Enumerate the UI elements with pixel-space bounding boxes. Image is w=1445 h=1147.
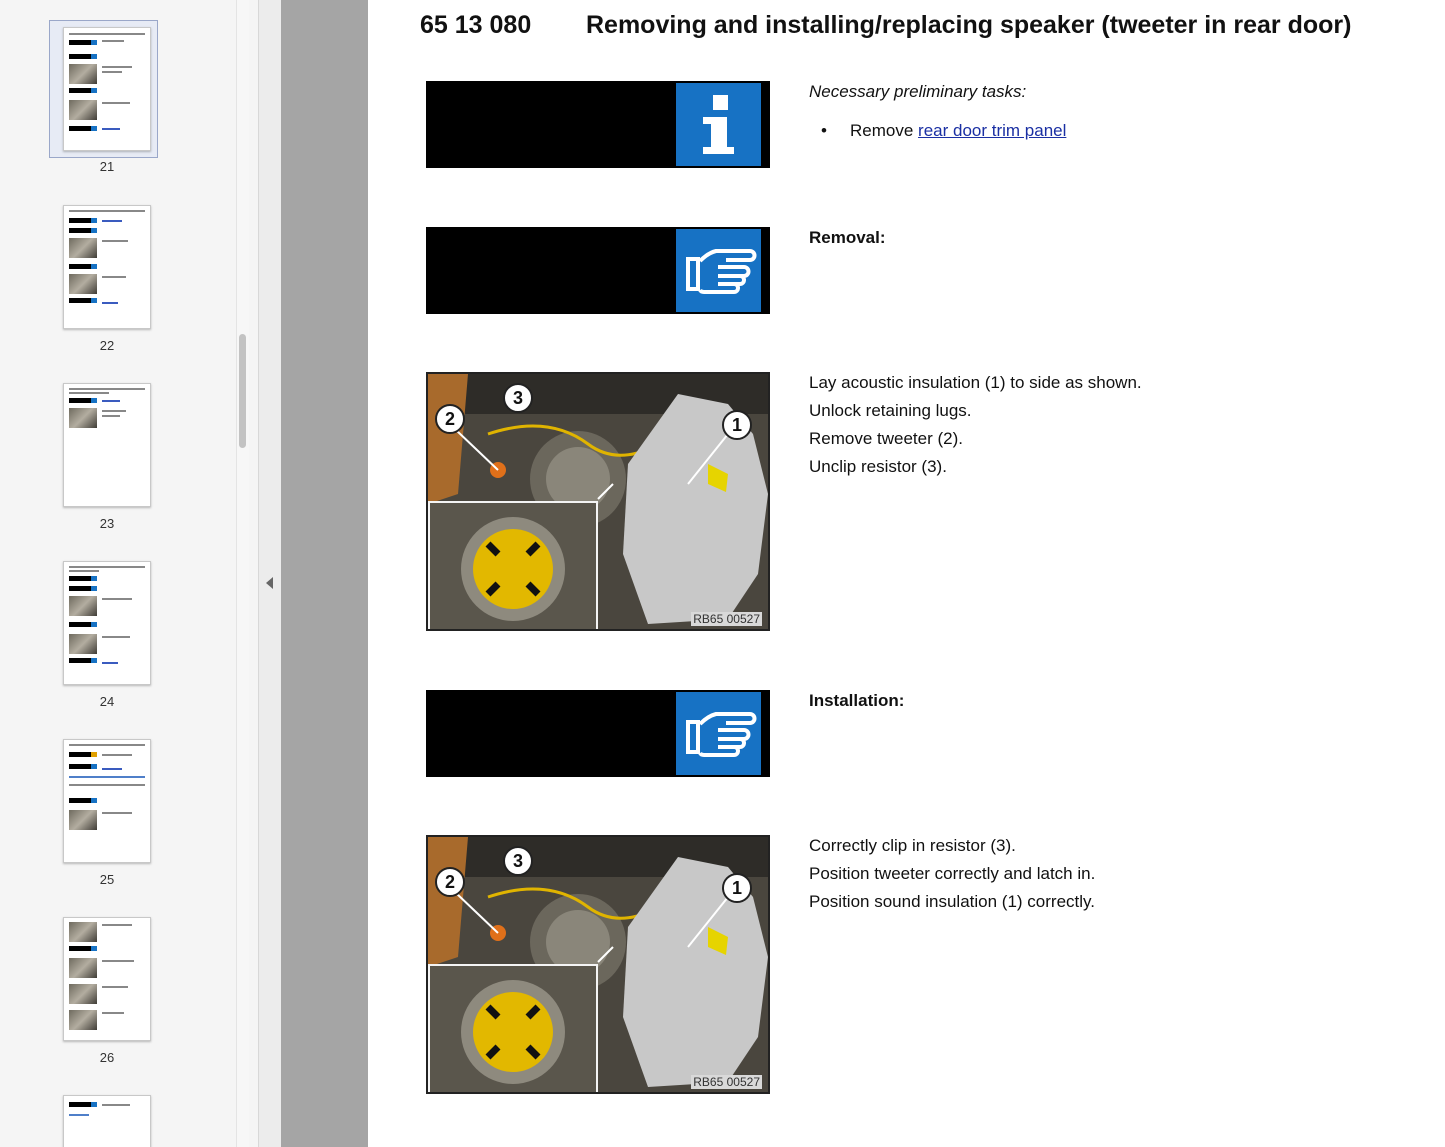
thumbnail-page-number: 23 (99, 516, 115, 531)
thumbnail-page-number: 21 (99, 159, 115, 174)
callout-3: 3 (503, 383, 533, 413)
installation-heading: Installation: (809, 691, 905, 710)
removal-step-2: Unlock retaining lugs. (809, 401, 972, 420)
sidebar-scrollbar-track[interactable] (236, 0, 249, 1147)
sidebar-scrollbar-thumb[interactable] (239, 334, 246, 448)
rear-door-trim-panel-link[interactable]: rear door trim panel (918, 121, 1067, 140)
info-icon (676, 83, 761, 166)
callout-1: 1 (722, 873, 752, 903)
pointing-hand-icon (676, 229, 761, 312)
document-number: 65 13 080 (420, 11, 532, 39)
page-gutter (281, 0, 368, 1147)
installation-banner (426, 690, 770, 777)
thumbnail-image (63, 561, 151, 685)
removal-heading: Removal: (809, 228, 886, 247)
callout-3: 3 (503, 846, 533, 876)
thumbnail-page-number: 25 (99, 872, 115, 887)
callout-2: 2 (435, 867, 465, 897)
callout-1: 1 (722, 410, 752, 440)
document-title: Removing and installing/replacing speaker (tweeter in rear door) (586, 11, 1352, 39)
installation-step-2: Position tweeter correctly and latch in. (809, 864, 1096, 883)
thumbnail-page-number: 24 (99, 694, 115, 709)
sidebar-collapse-handle[interactable] (259, 0, 281, 1147)
installation-step-3: Position sound insulation (1) correctly. (809, 892, 1095, 911)
thumbnail-page-24[interactable] (56, 561, 158, 709)
image-reference: RB65 00527 (693, 1075, 760, 1089)
thumbnail-page-22[interactable] (56, 205, 158, 353)
prelim-bullet: • (821, 121, 827, 140)
thumbnail-page-number: 26 (99, 1050, 115, 1065)
callout-2: 2 (435, 404, 465, 434)
image-reference: RB65 00527 (693, 612, 760, 626)
thumbnail-page-number: 22 (99, 338, 115, 353)
removal-step-1: Lay acoustic insulation (1) to side as shown. (809, 373, 1142, 392)
thumbnail-image (63, 739, 151, 863)
thumbnail-image (63, 917, 151, 1041)
collapse-sidebar-icon[interactable] (266, 577, 273, 589)
prelim-item (850, 121, 1066, 141)
thumbnail-sidebar (0, 0, 259, 1147)
thumbnail-image (63, 1095, 151, 1147)
removal-photo (426, 372, 770, 631)
prelim-heading: Necessary preliminary tasks: (809, 82, 1027, 101)
thumbnail-page-21[interactable] (56, 26, 158, 174)
thumbnail-image (63, 205, 151, 329)
thumbnail-image (63, 27, 151, 151)
removal-step-4: Unclip resistor (3). (809, 457, 947, 476)
pointing-hand-icon (676, 692, 761, 775)
installation-step-1: Correctly clip in resistor (3). (809, 836, 1016, 855)
prelim-item-prefix: Remove (850, 121, 919, 140)
installation-photo (426, 835, 770, 1094)
thumbnail-page-27[interactable] (56, 1095, 158, 1147)
thumbnail-page-23[interactable] (56, 383, 158, 531)
removal-banner (426, 227, 770, 314)
thumbnail-page-26[interactable] (56, 917, 158, 1065)
removal-step-3: Remove tweeter (2). (809, 429, 963, 448)
thumbnail-page-25[interactable] (56, 739, 158, 887)
document-page (368, 0, 1445, 1147)
info-banner (426, 81, 770, 168)
thumbnail-image (63, 383, 151, 507)
